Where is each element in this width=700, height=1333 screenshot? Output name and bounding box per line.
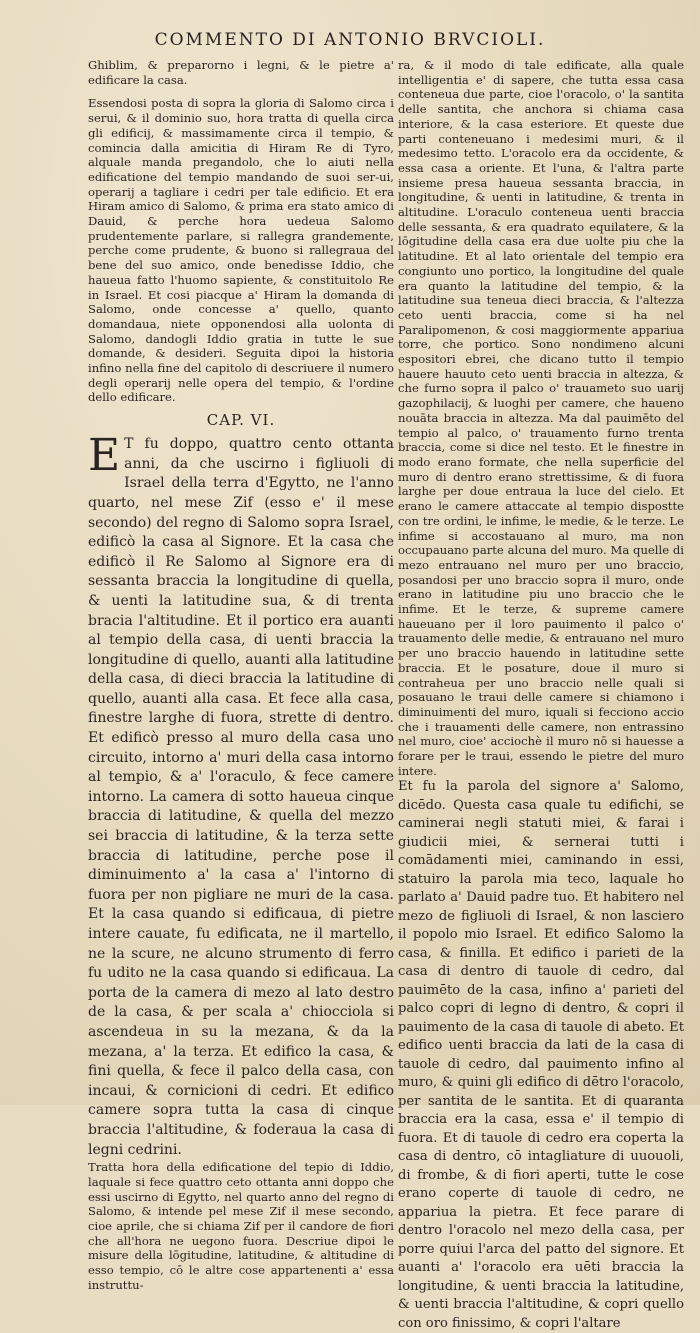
scripture-paragraph: T fu doppo, quattro cento ottanta anni, da che uscirno i figliuoli di Israel della terra d'Egytto, ne l'anno quarto, nel mese Zif (esso e' il mese secondo) del regno di Salomo sopra Israel, edificò la casa al Signore. Et la casa che edificò il Re Salomo al Signore era di sessanta braccia la longitudine di quella, & uenti la latitudine sua, & di trenta bracia l'altitudine. Et il portico era auanti al tempio della casa, di uenti braccia la longitudine di quello, auanti alla latitudine della casa, di dieci braccia la latitudine di quello, auanti alla casa. Et fece alla casa, finestre larghe di fuora, strette di dentro. Et edificò presso al muro della casa uno circuito, intorno a' muri della casa intorno al tempio, & a' l'oraculo, & fece camere intorno. La camera di sotto haueua cinque braccia di latitudine, & quella del mezzo sei braccia di latitudine, & la terza sette braccia di latitudine, perche pose il diminuimento a' la casa a' l'intorno di fuora per non pigliare ne muri de la casa. Et la casa quando si edificaua, di pietre intere cauate, fu edificata, ne il martello, ne la scure, ne alcuno strumento di ferro fu udito ne la casa quando si edificaua. La porta de la camera di mezo al lato destro de la casa, & per scala a' chiocciola si ascendeua in su la mezana, & da la mezana, a' la terza. Et edifico la casa, & fini quella, & fece il palco della casa, con incaui, & cornicioni di cedri. Et edifico camere sopra tutta la casa di cinque braccia l'altitudine, & foderaua la casa di legni cedrini. [88,436,394,1158]
commentary-paragraph: Ghiblim, & preparorno i legni, & le pietre a' edificare la casa. [88,58,394,87]
commentary-paragraph: Essendosi posta di sopra la gloria di Salomo circa i serui, & il dominio suo, hora tratta di quella circa gli edificij, & massimamente circa il tempio, & comincia dalla amicitia di Hiram Re di Tyro, alquale manda pregandolo, che lo aiuti nella edificatione del tempio mandando de suoi ser-ui, operarij a tagliare i cedri per tale edificio. Et era Hiram amico di Salomo, & prima era stato amico di Dauid, & perche hora uedeua Salomo prudentemente parlare, si rallegra grandemente, perche come prudente, & buono si rallegraua del bene del suo amico, onde benedisse Iddio, che haueua fatto l'huomo sapiente, & constituitolo Re in Israel. Et cosi piacque a' Hiram la domanda di Salomo, onde concesse a' quello, quanto domandaua, niete opponendosi alla uolonta di Salomo, dandogli Iddio gratia in tutte le sue domande, & desideri. Seguita dipoi la historia infino nella fine del capitolo di descriuere il numero degli operarij nelle opera del tempio, & l'ordine dello edificare. [88,96,394,405]
right-column [398,58,684,1331]
drop-cap: E [88,430,121,482]
running-title: COMMENTO DI ANTONIO BRVCIOLI. [154,30,546,50]
scripture-paragraph: Et fu la parola del signore a' Salomo, dicēdo. Questa casa quale tu edifichi, se caminerai negli statuti miei, & farai i giudicii miei, & sernerai tutti i comādamenti miei, caminando in essi, statuiro la parola mia teco, laquale ho parlato a' Dauid padre tuo. Et habitero nel mezo de figliuoli di Israel, & non lasciero il popolo mio Israel. Et edifico Salomo la casa, & finilla. Et edifico i parieti de la casa di dentro di tauole di cedro, dal pauimēto de la casa, infino a' parieti del palco copri di legno di dentro, & copri il pauimento de la casa di tauole di abeto. Et edifico uenti braccia da lati de la casa di tauole di cedro, dal pauimento infino al muro, & quini gli edifico di dētro l'oracolo, per santita de le santita. Et di quaranta braccia era la casa, essa e' il tempio di fuora. Et di tauole di cedro era coperta la casa di dentro, cō intagliature di uuouoli, di frombe, & di fiori aperti, tutte le cose erano coperte di tauole di cedro, ne appariua la pietra. Et fece parare di dentro l'oracolo nel mezo della casa, per porre quiui l'arca del patto del signore. Et auanti a' l'oracolo era uēti braccia la longitudine, & uenti braccia la latitudine, & uenti braccia l'altitudine, & copri quello con oro finissimo, & copri l'altare [398,779,684,1331]
left-column [88,58,394,1292]
commentary-paragraph: Tratta hora della edificatione del tepio di Iddio, laquale si fece quattro ceto ottanta anni doppo che essi uscirno di Egytto, nel quarto anno del regno di Salomo, & intende pel mese Zif il mese secondo, cioe aprile, che si chiama Zif per il candore de fiori che all'hora ne uegono fuora. Descriue dipoi le misure della lōgitudine, latitudine, & altitudine di esso tempio, cō le altre cose appartenenti a' essa instruttu- [88,1160,394,1292]
commentary-paragraph: ra, & il modo di tale edificate, alla quale intelligentia e' di sapere, che tutta essa casa conteneua due parte, cioe l'oracolo, o' la santita delle santita, che anchora si chiama casa interiore, & la casa esteriore. Et queste due parti conteneuano i medesimi muri, & il medesimo tetto. L'oracolo era da occidente, & essa casa a oriente. Et l'una, & l'altra parte insieme presa haueua sessanta braccia, in longitudine, & uenti in latitudine, & trenta in altitudine. L'oraculo conteneua uenti braccia delle sessanta, & era quadrato equilatere, & la lōgitudine della casa era due uolte piu che la latitudine. Et al lato orientale del tempio era congiunto uno portico, la longitudine del quale era quanto la latitudine del tempio, & la latitudine sua teneua dieci braccia, & l'altezza ceto uenti braccia, come si ha nel Paralipomenon, & cosi maggiormente appariua torre, che portico. Sono nondimeno alcuni espositori ebrei, che dicano tutto il tempio hauere hauuto ceto uenti braccia in altezza, & che furno sopra il palco o' trauameto suo uarij gazophilacij, & luoghi per camere, che haueno nouāta braccia in altezza. Ma dal pauimēto del tempio al palco, o' trauamento furno trenta braccia, come si dice nel testo. Et le finestre in modo erano formate, che nella superficie del muro di dentro erano strettissime, & di fuora larghe per doue entraua la luce del cielo. Et erano le camere attaccate al tempio dispostte con tre ordini, le infime, le medie, & le terze. Le infime si accostauano al muro, ma non occupauano parte alcuna del muro. Ma quelle di mezo entrauano nel muro per uno braccio, posandosi per uno braccio sopra il muro, onde erano in latitudine piu uno braccio che le infime. Et le terze, & supreme camere haueuano per il loro pauimento il palco o' trauamento delle medie, & entrauano nel muro per uno braccio hauendo in latitudine sette braccia. Et le posature, doue il muro si contraheua per uno braccio nelle quali si posauano le traui delle camere si chiamono i diminuimenti del muro, iquali si fecciono accio che i trauamenti delle camere, non entrassino nel muro, cioe' acciochè il muro nō si hauesse a forare per le traui, essendo le pietre del muro intere. [398,58,684,778]
chapter-heading: CAP. VI. [206,411,276,430]
scripture-block [88,430,394,1160]
